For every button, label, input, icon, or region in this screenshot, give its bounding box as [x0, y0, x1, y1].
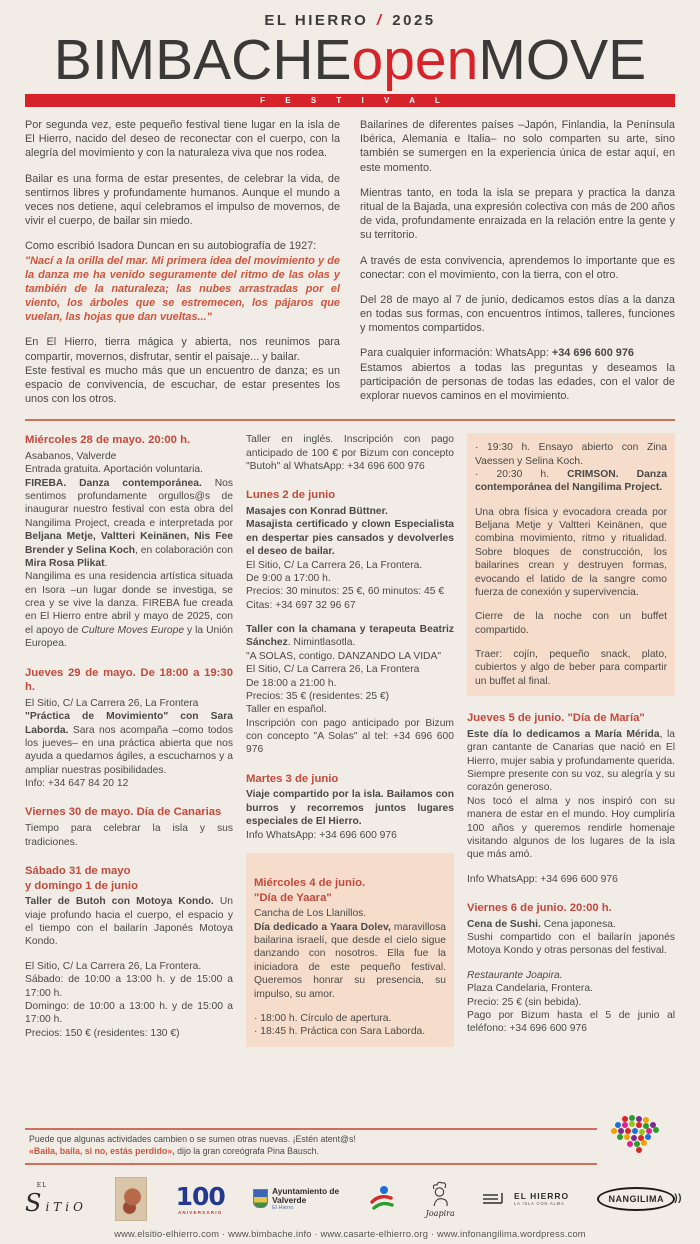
paragraph: Info WhatsApp: +34 696 600 976 — [246, 829, 397, 841]
swirl-icon — [367, 1184, 397, 1214]
paragraph: Por segunda vez, este pequeño festival tiene lugar en la isla de El Hierro, nacido del deseo de reconectar con el cuerpo, con la alegría del movimiento y con la naturaleza viva que nos rodea. — [25, 119, 340, 160]
paragraph: El Sitio, C/ La Carrera 26, La Frontera — [25, 697, 199, 709]
paragraph: Como escribió Isadora Duncan en su autobiografía de 1927: — [25, 240, 317, 253]
paragraph: Bailar es una forma de estar presentes, de celebrar la vida, de sentirnos libres y profundamente humanos. Aunque el mundo a veces nos detiene, aquí celebramos el impulso de movernos, de vivir el cuerpo, de bailar sin miedo. — [25, 172, 340, 228]
section-divider — [25, 419, 675, 421]
joapira-logo — [426, 1180, 455, 1218]
paragraph: Asabanos, Valverde — [25, 450, 117, 462]
paragraph: Info WhatsApp: +34 696 600 976 — [467, 873, 618, 885]
title-move: MOVE — [478, 28, 647, 92]
slash-separator: / — [376, 12, 384, 29]
paragraph: Mientras tanto, en toda la isla se prepara y practica la danza ritual de la Bajada, una expresión colectiva con más de 200 años de vida, profundamente enraizada en la relación entre la gente y su territorio. — [360, 186, 675, 242]
event-date-heading: Lunes 2 de junio — [246, 489, 336, 502]
paragraph: "Práctica de Movimiento" con Sara Laborda. Sara nos acompaña –como todos los jueves– en una práctica abierta que nos ayuda a quedarnos ágiles, a escucharnos y a ampliar nuestras posibilidades. — [25, 711, 234, 776]
festival-banner — [25, 94, 675, 107]
paragraph: Precios: 150 € (residentes: 130 €) — [25, 1027, 180, 1039]
paragraph: Citas: +34 697 32 96 67 — [246, 599, 356, 611]
centenary-number: 100 — [175, 1181, 225, 1211]
painting-image — [115, 1177, 147, 1221]
footer — [25, 1128, 675, 1239]
footer-note-line2 — [29, 1146, 593, 1158]
el-sitio-logo — [25, 1182, 87, 1217]
paragraph: Tiempo para celebrar la isla y sus tradiciones. — [25, 823, 233, 848]
paragraph: El Sitio, C/ La Carrera 26, La Frontera. — [246, 559, 423, 571]
paragraph: FIREBA. Danza contemporánea. Nos sentimos profundamente orgullos@s de inaugurar nuestro festival con esta obra del Nangilima Project, creada e interpretada por Beljana Metje, Valtteri Keinänen, Nis Fee Brender y Selina Koch, en colaboración con Mira Rosa Plikat. — [25, 477, 233, 569]
pina-bausch-attribution: dijo la gran coreógrafa Pina Bausch. — [174, 1146, 319, 1157]
footer-note — [25, 1128, 597, 1165]
event-date-heading: Jueves 5 de junio. "Día de María" — [467, 712, 645, 725]
paragraph: Traer: cojín, pequeño snack, plato, cubiertos y algo de beber para compartir un buffet al final. — [475, 649, 667, 687]
paragraph: Pago por Bizum hasta el 5 de junio al teléfono: +34 696 600 976 — [467, 1009, 675, 1035]
paragraph: Sushi compartido con el bailarín japonés Motoya Kondo y otras personas del festival. — [467, 932, 675, 957]
schedule-column-1 — [25, 433, 233, 1046]
el-sitio-prefix: EL — [36, 1181, 48, 1189]
chef-icon — [426, 1180, 454, 1208]
paragraph: Cierre de la noche con un buffet compartido. — [475, 611, 667, 636]
location-text: EL HIERRO — [264, 12, 369, 29]
websites-line: www.elsitio-elhierro.com · www.bimbache.info · www.casarte-elhierro.org · www.infonangilima.wordpress.com — [114, 1229, 586, 1239]
schedule-column-2 — [246, 433, 454, 1046]
centenary-label: ANIVERSARIO — [177, 1209, 223, 1215]
paragraph: · 20:30 h. CRIMSON. Danza contemporánea del Nangilima Project. — [475, 468, 667, 494]
paragraph: En El Hierro, tierra mágica y abierta, nos reunimos para compartir, movernos, disfrutar, sentir el paisaje... y bailar. — [25, 336, 340, 363]
paragraph: Info: +34 647 84 20 12 — [25, 778, 129, 790]
paragraph: Precio: 25 € (sin bebida). — [467, 996, 582, 1008]
paragraph: De 18:00 a 21:00 h. — [246, 677, 337, 689]
paragraph: Plaza Candelaria, Frontera. — [467, 983, 593, 995]
paragraph: Masajes con Konrad Büttner. — [246, 506, 388, 518]
ayuntamiento-sub: El Hierro — [272, 1205, 294, 1212]
paragraph: Día dedicado a Yaara Dolev, maravillosa bailarina israelí, que desde el cielo sigue danzando con nosotros. Ella fue la iniciadora de este pequeño festival. Queremos honrar su presencia, su impulso, su amor. — [254, 921, 446, 1000]
paragraph: Entrada gratuita. Aportación voluntaria. — [25, 464, 204, 476]
schedule-section — [25, 433, 675, 1046]
schedule-section-group — [467, 711, 675, 1035]
paragraph: Domingo: de 10:00 a 13:00 h. y de 15:00 a 17:00 h. — [25, 1000, 233, 1026]
el-hierro-island-art — [595, 1112, 673, 1158]
paragraph: Del 28 de mayo al 7 de junio, dedicamos estos días a la danza en todas sus formas, con encuentros íntimos, talleres, funciones y momentos compartidos. — [360, 293, 675, 335]
paragraph: Este día lo dedicamos a María Mérida, la gran cantante de Canarias que nació en El Hierro, mujer sabia y profundamente querida. Siempre presente con su voz, su alegría y su corazón generoso. — [467, 728, 675, 794]
joapira-label: Joapira — [425, 1209, 455, 1218]
footer-note-line1: Puede que algunas actividades cambien o se sumen otras nuevas. ¡Estén atent@s! — [29, 1134, 356, 1145]
paragraph: Taller con la chamana y terapeuta Beatriz Sánchez. Nimintlasotla. — [246, 624, 454, 649]
ayuntamiento-valverde-logo — [253, 1187, 339, 1211]
nangilima-label: NANGILIMA )) — [597, 1187, 675, 1211]
title-bimbache: BIMBACHE — [53, 28, 352, 92]
location-year — [25, 12, 675, 29]
paragraph: A través de esta convivencia, aprendemos lo importante que es conectar: con el movimiento, con la tierra, con el otro. — [360, 254, 675, 281]
paragraph: Taller en español. — [246, 704, 327, 716]
event-date-heading: Miércoles 28 de mayo. 20:00 h. — [25, 434, 191, 447]
swirl-logo — [367, 1184, 397, 1214]
event-date-heading: Miércoles 4 de junio. "Día de Yaara" — [254, 876, 366, 904]
el-hierro-brand-line1: EL HIERRO — [514, 1190, 570, 1201]
paragraph: Para cualquier información: WhatsApp: +34 696 600 976 — [360, 347, 634, 360]
el-sitio-label: SiTiO — [25, 1188, 87, 1217]
pina-bausch-quote: «Baila, baila, si no, estás perdido», — [29, 1146, 175, 1157]
schedule-section-group — [246, 433, 454, 842]
intro-left-column — [25, 118, 340, 406]
paragraph: · 18:45 h. Práctica con Sara Laborda. — [254, 1026, 426, 1038]
paragraph: Bailarines de diferentes países –Japón, Finlandia, la Península Ibérica, Alemania e Italia– no solo comparten su arte, sino también se sumergen en la experiencia única de estar aquí, en este momento. — [360, 119, 675, 174]
ayuntamiento-label — [272, 1187, 339, 1211]
paragraph: Precios: 30 minutos: 25 €, 60 minutos: 45 € — [246, 586, 445, 598]
year-text: 2025 — [392, 12, 436, 29]
el-hierro-brand-logo — [483, 1191, 569, 1207]
paragraph: Viaje compartido por la isla. Bailamos con burros y recorremos juntos lugares especiales de El Hierro. — [246, 789, 454, 828]
schedule-column-3 — [467, 433, 675, 1046]
ayuntamiento-line2: Valverde — [272, 1194, 307, 1205]
event-date-heading: Viernes 30 de mayo. Día de Canarias — [25, 806, 222, 819]
paragraph: El Sitio, C/ La Carrera 26, La Frontera. — [25, 960, 202, 972]
ayuntamiento-line1: Ayuntamiento de — [272, 1185, 340, 1196]
paragraph: · 18:00 h. Círculo de apertura. — [254, 1012, 392, 1024]
paragraph: Estamos abiertos a todas las preguntas y deseamos la participación de personas de todas las edades, con el valor de explorar nuevos caminos en el movimiento. — [360, 361, 675, 402]
paragraph: Cena de Sushi. Cena japonesa. — [467, 918, 616, 930]
coat-of-arms-icon — [253, 1189, 268, 1208]
event-date-heading: Viernes 6 de junio. 20:00 h. — [467, 902, 612, 915]
intro-right-column — [360, 118, 675, 406]
festival-banner-label: F E S T I V A L — [260, 96, 449, 106]
paragraph: El Sitio, C/ La Carrera 26, La Frontera — [246, 664, 420, 676]
intro-section — [25, 118, 675, 406]
event-date-heading: Martes 3 de junio — [246, 772, 339, 785]
paragraph: Este festival es mucho más que un encuentro de danza; es un espacio de convivencia, de escuchar, de estar presentes los unos con los otros. — [25, 364, 340, 406]
lines-icon — [483, 1191, 509, 1207]
paragraph: Una obra física y evocadora creada por Beljana Metje y Valtteri Keinänen, que combina movimiento, ritmo y ritualidad. Sobre bloques de construcción, los bailarines crean y destruyen formas, evocando el latido de la sangre como fuerza de conexión y supervivencia. — [475, 506, 667, 598]
title-open: open — [351, 28, 479, 92]
nangilima-logo — [597, 1187, 675, 1211]
paragraph: Precios: 35 € (residentes: 25 €) — [246, 690, 390, 702]
paragraph: De 9:00 a 17:00 h. — [246, 572, 331, 584]
paragraph: Sábado: de 10:00 a 13:00 h. y de 15:00 a 17:00 h. — [25, 974, 233, 999]
paragraph: Taller en inglés. Inscripción con pago anticipado de 100 € por Bizum con concepto "Butoh" al WhatsApp: +34 696 600 976 — [246, 434, 454, 472]
paragraph: Inscripción con pago anticipado por Bizum con concepto "A Solas" al tel: +34 696 600 976 — [246, 717, 454, 756]
paragraph: "Nací a la orilla del mar. Mi primera idea del movimiento y de la danza me ha venido seguramente del ritmo de las olas y también de la naturaleza; las nubes arrastradas por el viento, los árboles que se estremecen, los pájaros que vuelan, las hojas que dan vueltas..." — [25, 254, 340, 324]
paragraph: Nos tocó el alma y nos inspiró con su manera de estar en el mundo. Hoy cumpliría 100 años y queremos rendirle homenaje visitando algunos de los lugares de la isla que más amó. — [467, 795, 675, 861]
paragraph: Nangilima es una residencia artística situada en Isora –un lugar donde se investiga, se crea y se vive la danza. FIREBA fue creada en El Hierro entre abril y mayo de 2025, con el apoyo de Culture Moves Europe y la Unión Europea. — [25, 571, 234, 650]
paragraph: Masajista certificado y clown Especialista en despertar pies cansados y devolverles el deseo de bailar. — [246, 519, 454, 558]
paragraph: "A SOLAS, contigo. DANZANDO LA VIDA" — [246, 650, 442, 662]
paragraph: · 19:30 h. Ensayo abierto con Zina Vaessen y Selina Koch. — [475, 442, 667, 467]
highlight-box — [246, 853, 454, 1047]
festival-title — [25, 28, 675, 92]
sponsor-logos-row — [25, 1174, 675, 1224]
paragraph: Cancha de Los Llanillos. — [254, 908, 367, 920]
event-date-heading: Sábado 31 de mayo y domingo 1 de junio — [25, 864, 138, 892]
paragraph: Taller de Butoh con Motoya Kondo. Un viaje profundo hacia el cuerpo, el espacio y el tiempo con el bailarín Japonés Motoya Kondo. — [25, 896, 233, 948]
paragraph: Restaurante Joapira. — [467, 969, 563, 981]
centenary-logo — [175, 1181, 225, 1215]
schedule-section-group — [25, 433, 233, 1040]
painting-logo — [115, 1177, 147, 1221]
highlight-box — [467, 433, 675, 696]
el-hierro-brand-line2: LA ISLA CON ALMA — [514, 1201, 565, 1207]
event-date-heading: Jueves 29 de mayo. De 18:00 a 19:30 h. — [25, 666, 233, 694]
